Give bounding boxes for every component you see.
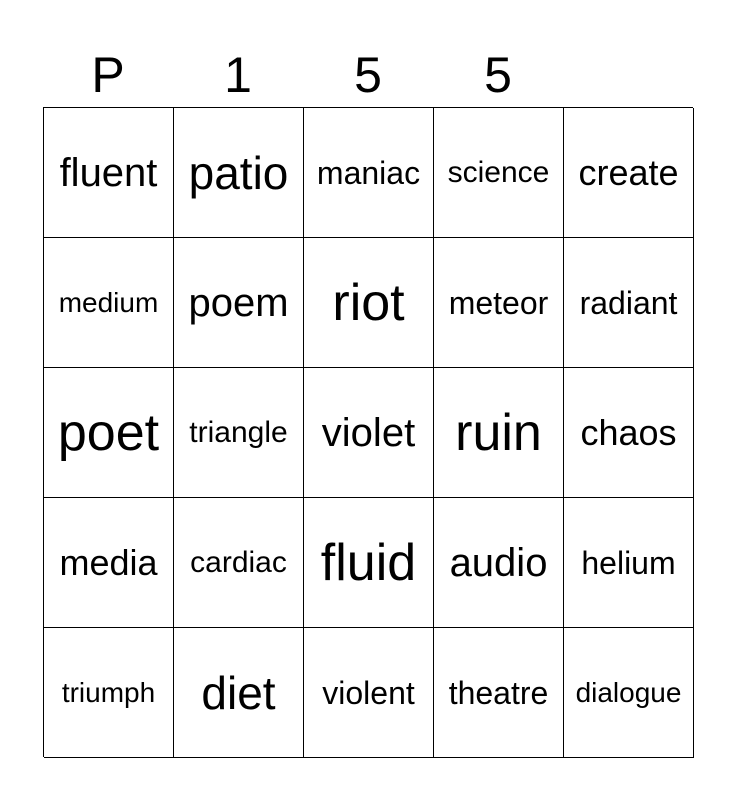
bingo-cell[interactable]: radiant bbox=[564, 238, 694, 368]
header-letter-2: 1 bbox=[224, 47, 252, 103]
bingo-cell[interactable]: dialogue bbox=[564, 628, 694, 758]
bingo-cell[interactable]: cardiac bbox=[174, 498, 304, 628]
bingo-cell[interactable]: triumph bbox=[44, 628, 174, 758]
header-letter-1: P bbox=[91, 47, 125, 103]
bingo-cell[interactable]: meteor bbox=[434, 238, 564, 368]
bingo-cell[interactable]: chaos bbox=[564, 368, 694, 498]
header-letter-4: 5 bbox=[484, 47, 512, 103]
bingo-cell[interactable]: ruin bbox=[434, 368, 564, 498]
bingo-cell[interactable]: diet bbox=[174, 628, 304, 758]
bingo-cell[interactable]: create bbox=[564, 108, 694, 238]
header-letter-5 bbox=[563, 44, 693, 106]
bingo-cell[interactable]: science bbox=[434, 108, 564, 238]
bingo-cell[interactable]: patio bbox=[174, 108, 304, 238]
header-letter-3: 5 bbox=[354, 47, 382, 103]
bingo-cell[interactable]: fluid bbox=[304, 498, 434, 628]
bingo-cell[interactable]: poet bbox=[44, 368, 174, 498]
bingo-header bbox=[43, 44, 693, 106]
bingo-cell[interactable]: violet bbox=[304, 368, 434, 498]
bingo-cell[interactable]: audio bbox=[434, 498, 564, 628]
bingo-cell[interactable]: theatre bbox=[434, 628, 564, 758]
bingo-cell[interactable]: media bbox=[44, 498, 174, 628]
bingo-cell[interactable]: fluent bbox=[44, 108, 174, 238]
bingo-cell[interactable]: violent bbox=[304, 628, 434, 758]
bingo-cell[interactable]: helium bbox=[564, 498, 694, 628]
bingo-cell[interactable]: triangle bbox=[174, 368, 304, 498]
bingo-cell[interactable]: maniac bbox=[304, 108, 434, 238]
bingo-cell[interactable]: riot bbox=[304, 238, 434, 368]
bingo-cell[interactable]: poem bbox=[174, 238, 304, 368]
bingo-cell[interactable]: medium bbox=[44, 238, 174, 368]
bingo-board bbox=[43, 107, 693, 757]
